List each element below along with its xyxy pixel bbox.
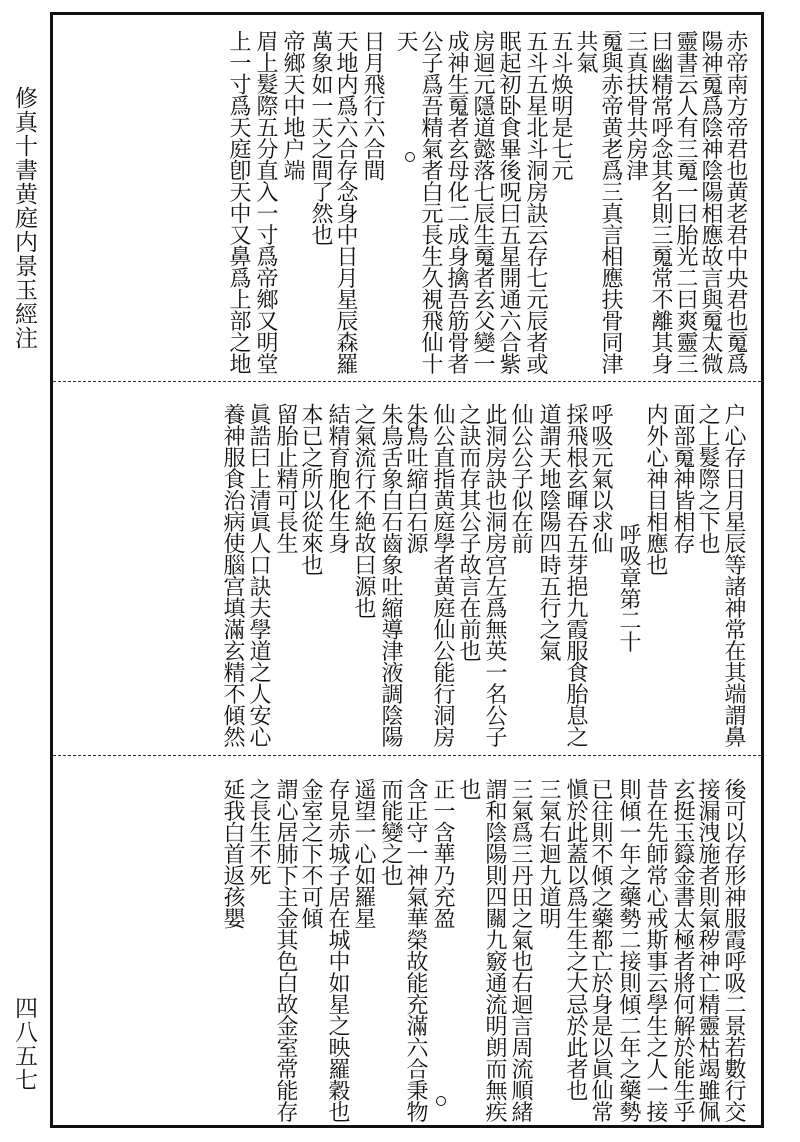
- circle-mark: [405, 152, 415, 162]
- text-column: 三真扶骨共房津: [623, 30, 648, 181]
- text-column: 共氣: [573, 30, 598, 73]
- text-column: 帝鄉天中地户端: [280, 30, 305, 181]
- text-column: 三氣右迴九道明: [536, 778, 561, 929]
- text-column: 而能變之也: [378, 778, 403, 886]
- page-number: 四八五七: [11, 996, 37, 1092]
- text-column: 延我白首返孩嬰: [220, 778, 245, 929]
- text-column: 内外心神目相應也: [643, 403, 668, 575]
- text-column: 之訣而存其公子故言在前也: [456, 403, 481, 661]
- text-column: 含正守一神氣華榮故能充滿六合秉物: [403, 778, 428, 1122]
- text-column: 朱鳥吐縮白石源: [403, 403, 428, 554]
- text-column: 已往則不傾之藥都亡於身是以眞仙常: [588, 778, 613, 1122]
- book-title: 修真十書黄庭内景玉經注: [11, 86, 37, 350]
- text-column: 之氣流行不絶故曰源也: [351, 403, 376, 618]
- text-column: 玄挺玉籙金書太極者將何解於能生乎: [670, 778, 695, 1122]
- text-column: 仙公直指黄庭學者黄庭仙公能行洞房: [430, 403, 455, 747]
- text-column: 户心存日月星辰等諸神常在其端謂鼻: [721, 403, 746, 747]
- text-column: 公子爲吾精氣者白元長生久視飛仙十: [418, 30, 443, 374]
- text-column: 存見赤城子居在城中如星之映羅穀也: [325, 778, 350, 1122]
- text-column: 道謂天地陰陽四時五行之氣: [536, 403, 561, 661]
- text-column: 上一寸爲天庭卽天中又鼻爲上部之地: [226, 30, 251, 374]
- text-column: 眉上髮際五分直入一寸爲帝鄉又明堂: [253, 30, 278, 374]
- section-divider: [53, 381, 761, 382]
- text-column: 遥望一心如羅星: [351, 778, 376, 929]
- text-column: 面部䰟神皆相存: [670, 403, 695, 554]
- circle-mark: [436, 1096, 446, 1106]
- text-column: 呼吸元氣以求仙: [588, 403, 613, 554]
- section-divider: [53, 755, 761, 756]
- text-column: 養神服食治病使腦宫填滿玄精不傾然: [220, 403, 245, 747]
- text-column: 之長生不死: [246, 778, 271, 886]
- text-column: 仙公公子似在前: [508, 403, 533, 554]
- circle-mark: [408, 422, 418, 432]
- text-column: 接漏洩施者則氣秽神亡精靈枯竭雖佩: [695, 778, 720, 1122]
- text-column: 愼於此蓋以爲生生之大忌於此者也: [563, 778, 588, 1101]
- text-column: 謂心居肺下主金其色白故金室常能存: [273, 778, 298, 1122]
- text-column: 萬象如一天之間了然也: [308, 30, 333, 245]
- text-column: 日月飛行六合間: [360, 30, 385, 181]
- text-column: 呼吸章第二十: [616, 523, 641, 652]
- text-column: 採飛根玄暉吞五芽挹九霞服食胎息之: [563, 403, 588, 747]
- text-column: 後可以存形神服霞呼吸二景若數行交: [721, 778, 746, 1122]
- text-column: 眠起初卧食畢後呪曰五星開通六合紫: [496, 30, 521, 374]
- text-column: 陽神䰟爲陰神陰陽相應故言與䰟太微: [698, 30, 723, 374]
- text-column: 之上髮際之下也: [695, 403, 720, 554]
- text-column: 天: [393, 30, 418, 52]
- text-column: 靈書云人有三䰟一曰胎光二曰爽靈三: [673, 30, 698, 374]
- text-column: 曰幽精常呼念其名則三䰟常不離其身: [648, 30, 673, 374]
- text-column: 赤帝南方帝君也黄老君中央君也䰟爲: [723, 30, 748, 374]
- text-column: 成神生䰟者玄母化二成身擒吾筋骨者: [444, 30, 469, 374]
- text-column: 昔在先師常心戒斯事云學生之人一接: [643, 778, 668, 1122]
- text-column: 五斗焕明是七元: [548, 30, 573, 181]
- text-column: 結精育胞化生身: [325, 403, 350, 554]
- text-column: 也: [456, 778, 481, 800]
- text-column: 房迴元隱道懿落七辰生䰟者玄父變一: [470, 30, 495, 374]
- text-column: 金室之下不可傾: [298, 778, 323, 929]
- text-column: 天地内爲六合存念身中日月星辰森羅: [333, 30, 358, 374]
- text-column: 本已之所以從來也: [298, 403, 323, 575]
- text-column: 留胎止精可長生: [273, 403, 298, 554]
- text-column: 䰟與赤帝黄老爲三真言相應扶骨同津: [598, 30, 623, 374]
- text-column: 眞誥曰上清眞人口訣夫學道之人安心: [246, 403, 271, 747]
- text-column: 則傾一年之藥勢二接則傾二年之藥勢: [616, 778, 641, 1122]
- text-column: 朱鳥舌象白石齒象吐縮導津液調陰陽: [378, 403, 403, 747]
- text-column: 謂和陰陽則四關九竅通流明朗而無疾: [482, 778, 507, 1122]
- text-column: 五斗五星北斗洞房訣云存七元辰者或: [523, 30, 548, 374]
- text-column: 此洞房訣也洞房宫左爲無英一名公子: [482, 403, 507, 747]
- text-column: 三氣爲三丹田之氣也右迴言周流順緒: [508, 778, 533, 1122]
- text-column: 正一含華乃充盈: [430, 778, 455, 929]
